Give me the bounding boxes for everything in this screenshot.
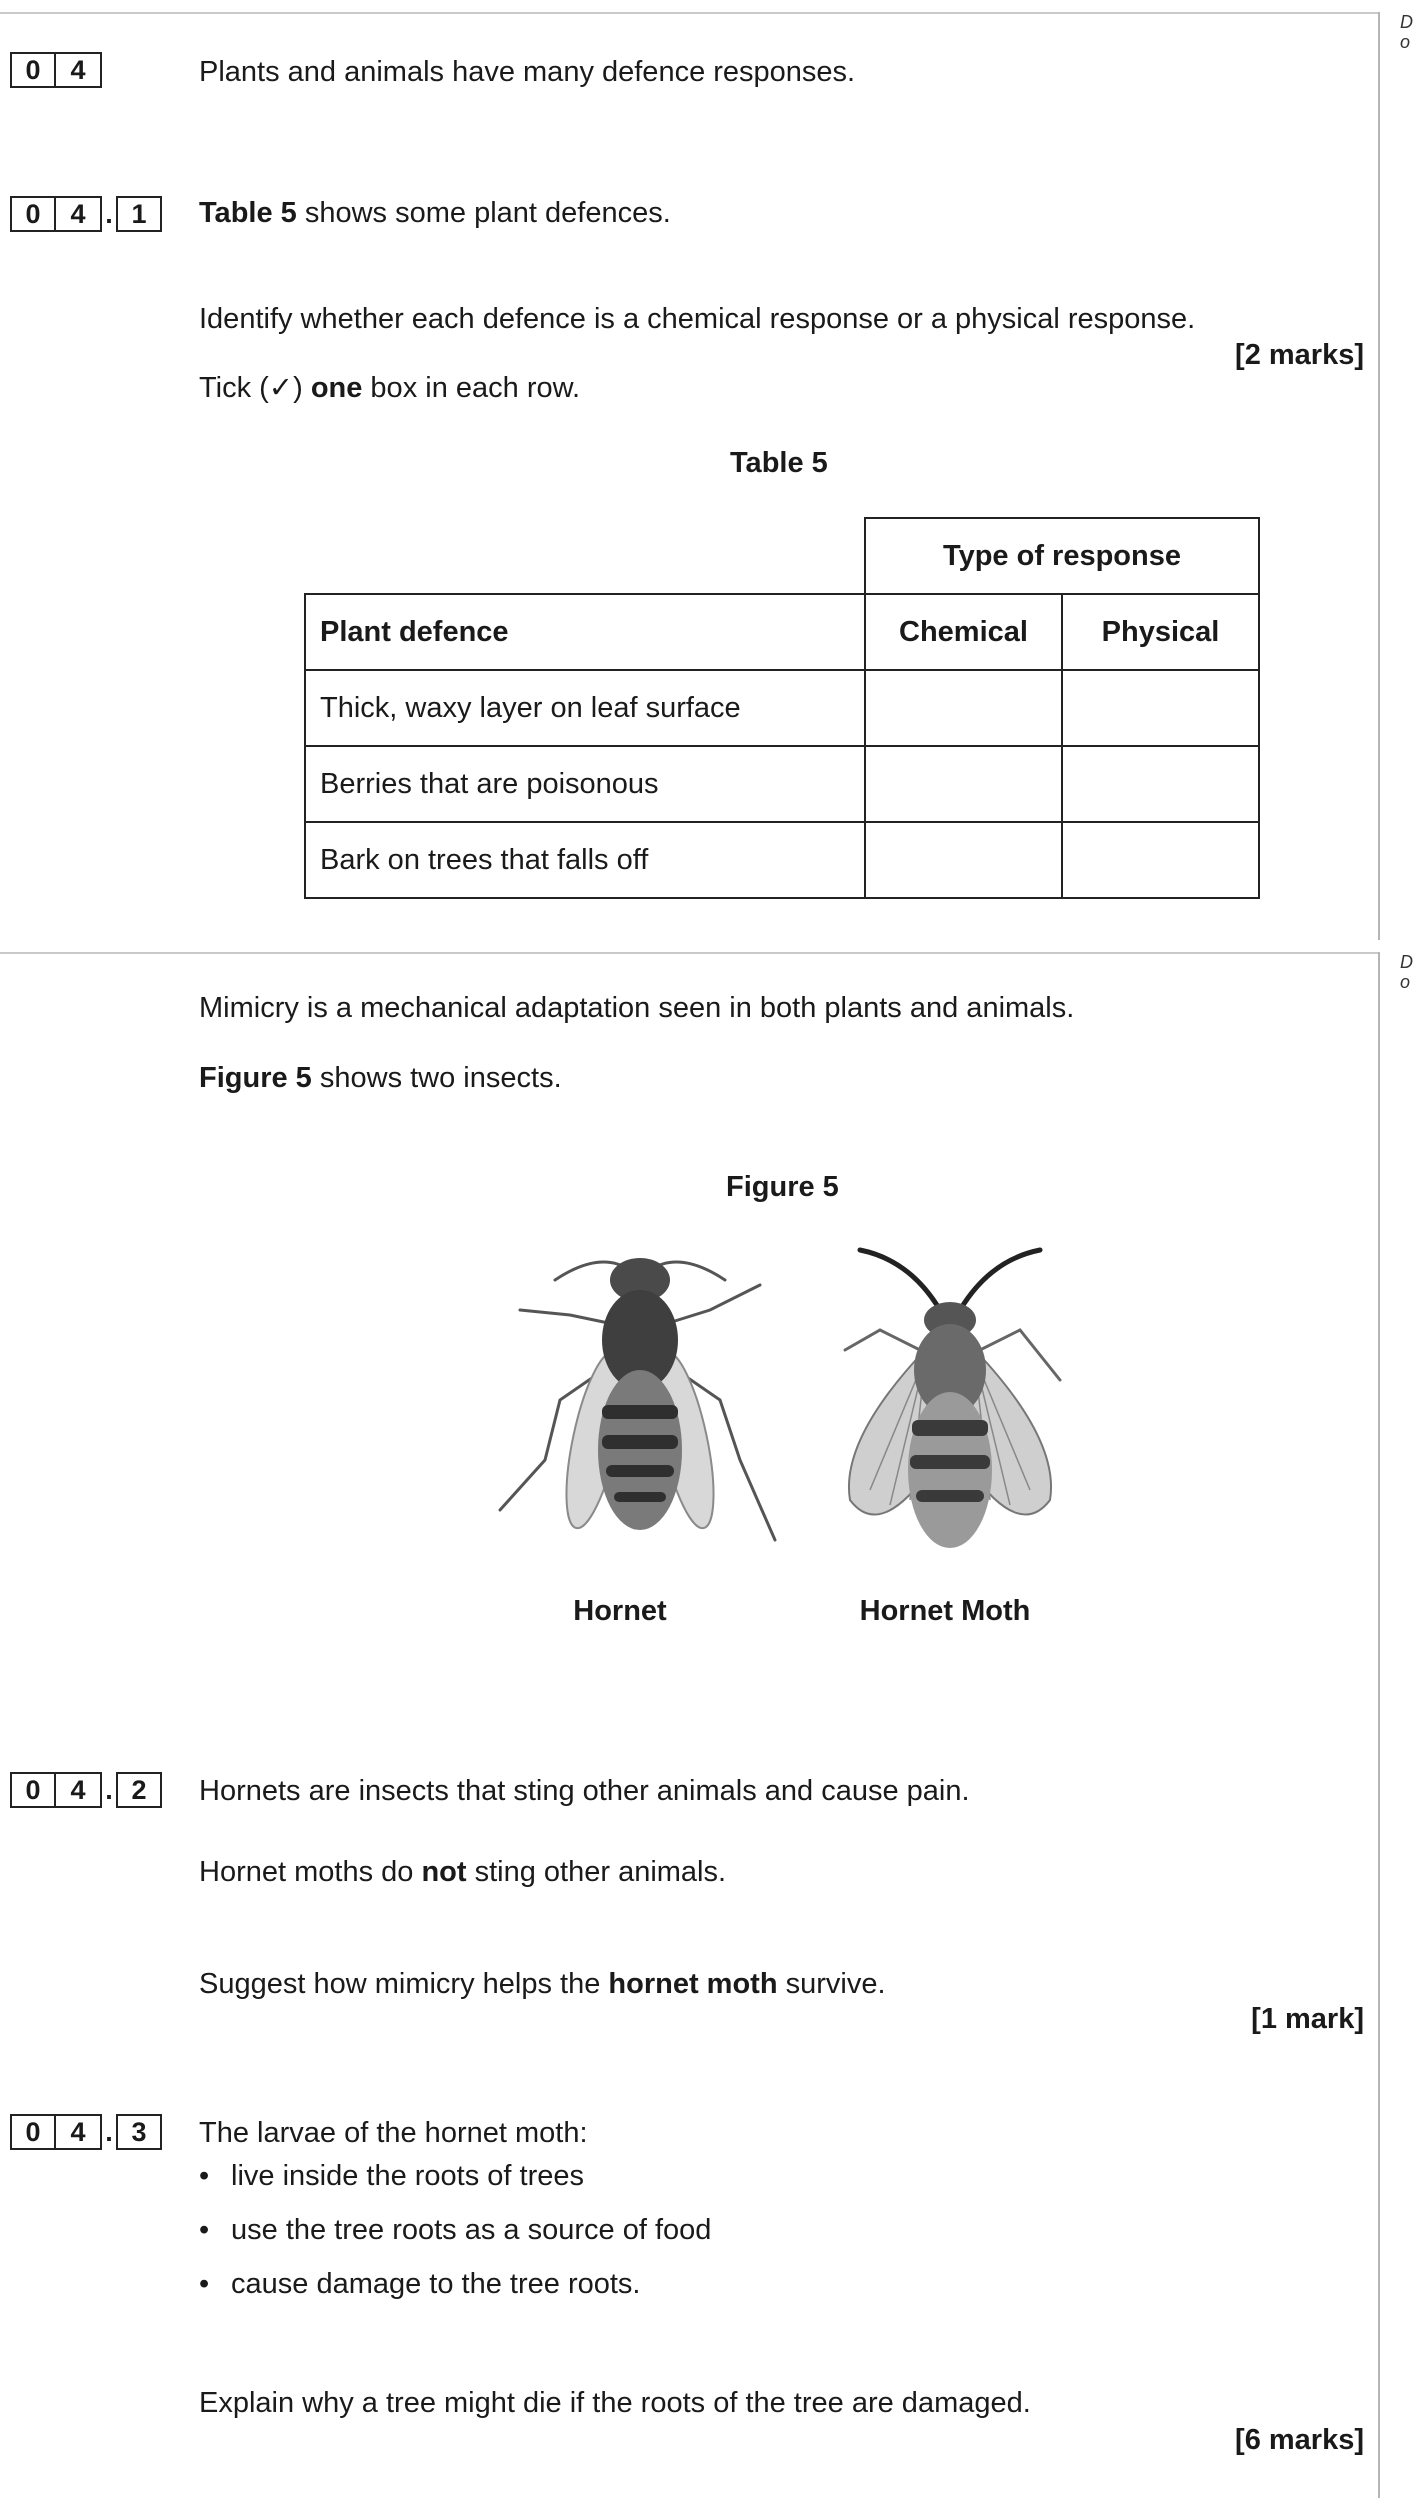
decimal-dot: . [105, 1775, 113, 1805]
tick-box-chemical[interactable] [865, 746, 1062, 822]
col-header-chemical: Chemical [865, 594, 1062, 670]
tick-box-chemical[interactable] [865, 670, 1062, 746]
q04-intro: Plants and animals have many defence responses. [199, 56, 856, 88]
digit-box: 1 [116, 196, 162, 232]
q041-instruction: Identify whether each defence is a chemical response or a physical response. [199, 303, 1196, 335]
right-margin-rule-top [1378, 12, 1380, 940]
decimal-dot: . [105, 199, 113, 229]
group-header: Type of response [865, 518, 1259, 594]
table-title: Table 5 [730, 447, 828, 479]
q042-line1: Hornets are insects that sting other animals and cause pain. [199, 1775, 970, 1807]
table-row [305, 746, 1259, 822]
q043-prompt: Explain why a tree might die if the roots of the tree are damaged. [199, 2387, 1031, 2419]
tick-box-physical[interactable] [1062, 746, 1259, 822]
question-number-04-2 [10, 1772, 162, 1808]
q043-marks: [6 marks] [1235, 2424, 1364, 2456]
q041-marks: [2 marks] [1235, 339, 1364, 371]
table-row [305, 670, 1259, 746]
defence-cell: Berries that are poisonous [305, 746, 865, 822]
hornet-illustration [490, 1240, 790, 1560]
list-item: • live inside the roots of trees [199, 2158, 711, 2212]
col-header-plant-defence: Plant defence [305, 594, 865, 670]
q042-line2: Hornet moths do not sting other animals. [199, 1856, 727, 1888]
tick-box-physical[interactable] [1062, 670, 1259, 746]
digit-box: 0 [10, 2114, 56, 2150]
hornet-moth-illustration [820, 1240, 1080, 1560]
question-number-04-3 [10, 2114, 162, 2150]
digit-box: 4 [56, 2114, 102, 2150]
digit-box: 4 [56, 1772, 102, 1808]
caption-hornet-moth: Hornet Moth [859, 1595, 1031, 1627]
question-number-04 [10, 52, 102, 88]
digit-box: 0 [10, 1772, 56, 1808]
margin-note-bottom: D o [1400, 952, 1413, 992]
mimicry-intro: Mimicry is a mechanical adaptation seen in both plants and animals. [199, 992, 1075, 1024]
tick-box-physical[interactable] [1062, 822, 1259, 898]
col-header-physical: Physical [1062, 594, 1259, 670]
digit-box: 4 [56, 196, 102, 232]
digit-box: 2 [116, 1772, 162, 1808]
caption-hornet: Hornet [573, 1595, 667, 1627]
bullet-icon: • [199, 2268, 210, 2300]
digit-box: 3 [116, 2114, 162, 2150]
list-item: • cause damage to the tree roots. [199, 2266, 711, 2320]
bullet-icon: • [199, 2160, 210, 2192]
defence-cell: Thick, waxy layer on leaf surface [305, 670, 865, 746]
page-break-rule [0, 952, 1380, 954]
margin-note-top: D o [1400, 12, 1413, 52]
list-item: • use the tree roots as a source of food [199, 2212, 711, 2266]
table-row [305, 822, 1259, 898]
q042-marks: [1 mark] [1251, 2003, 1364, 2035]
question-number-04-1 [10, 196, 162, 232]
right-margin-rule-bottom [1378, 952, 1380, 2498]
q043-bullet-list [199, 2158, 711, 2320]
table-ref: Table 5 [199, 197, 297, 229]
page-top-rule [0, 12, 1380, 14]
figure-lead: Figure 5 shows two insects. [199, 1062, 562, 1094]
digit-box: 4 [56, 52, 102, 88]
q043-intro: The larvae of the hornet moth: [199, 2117, 588, 2149]
tick-box-chemical[interactable] [865, 822, 1062, 898]
plant-defence-table [304, 517, 1260, 899]
figure-title: Figure 5 [726, 1171, 839, 1203]
q041-tick-instruction: Tick (✓) one box in each row. [199, 372, 581, 404]
digit-box: 0 [10, 52, 56, 88]
defence-cell: Bark on trees that falls off [305, 822, 865, 898]
digit-box: 0 [10, 196, 56, 232]
decimal-dot: . [105, 2117, 113, 2147]
q041-lead: Table 5 shows some plant defences. [199, 197, 671, 229]
q042-prompt: Suggest how mimicry helps the hornet moth survive. [199, 1968, 886, 2000]
bullet-icon: • [199, 2214, 210, 2246]
